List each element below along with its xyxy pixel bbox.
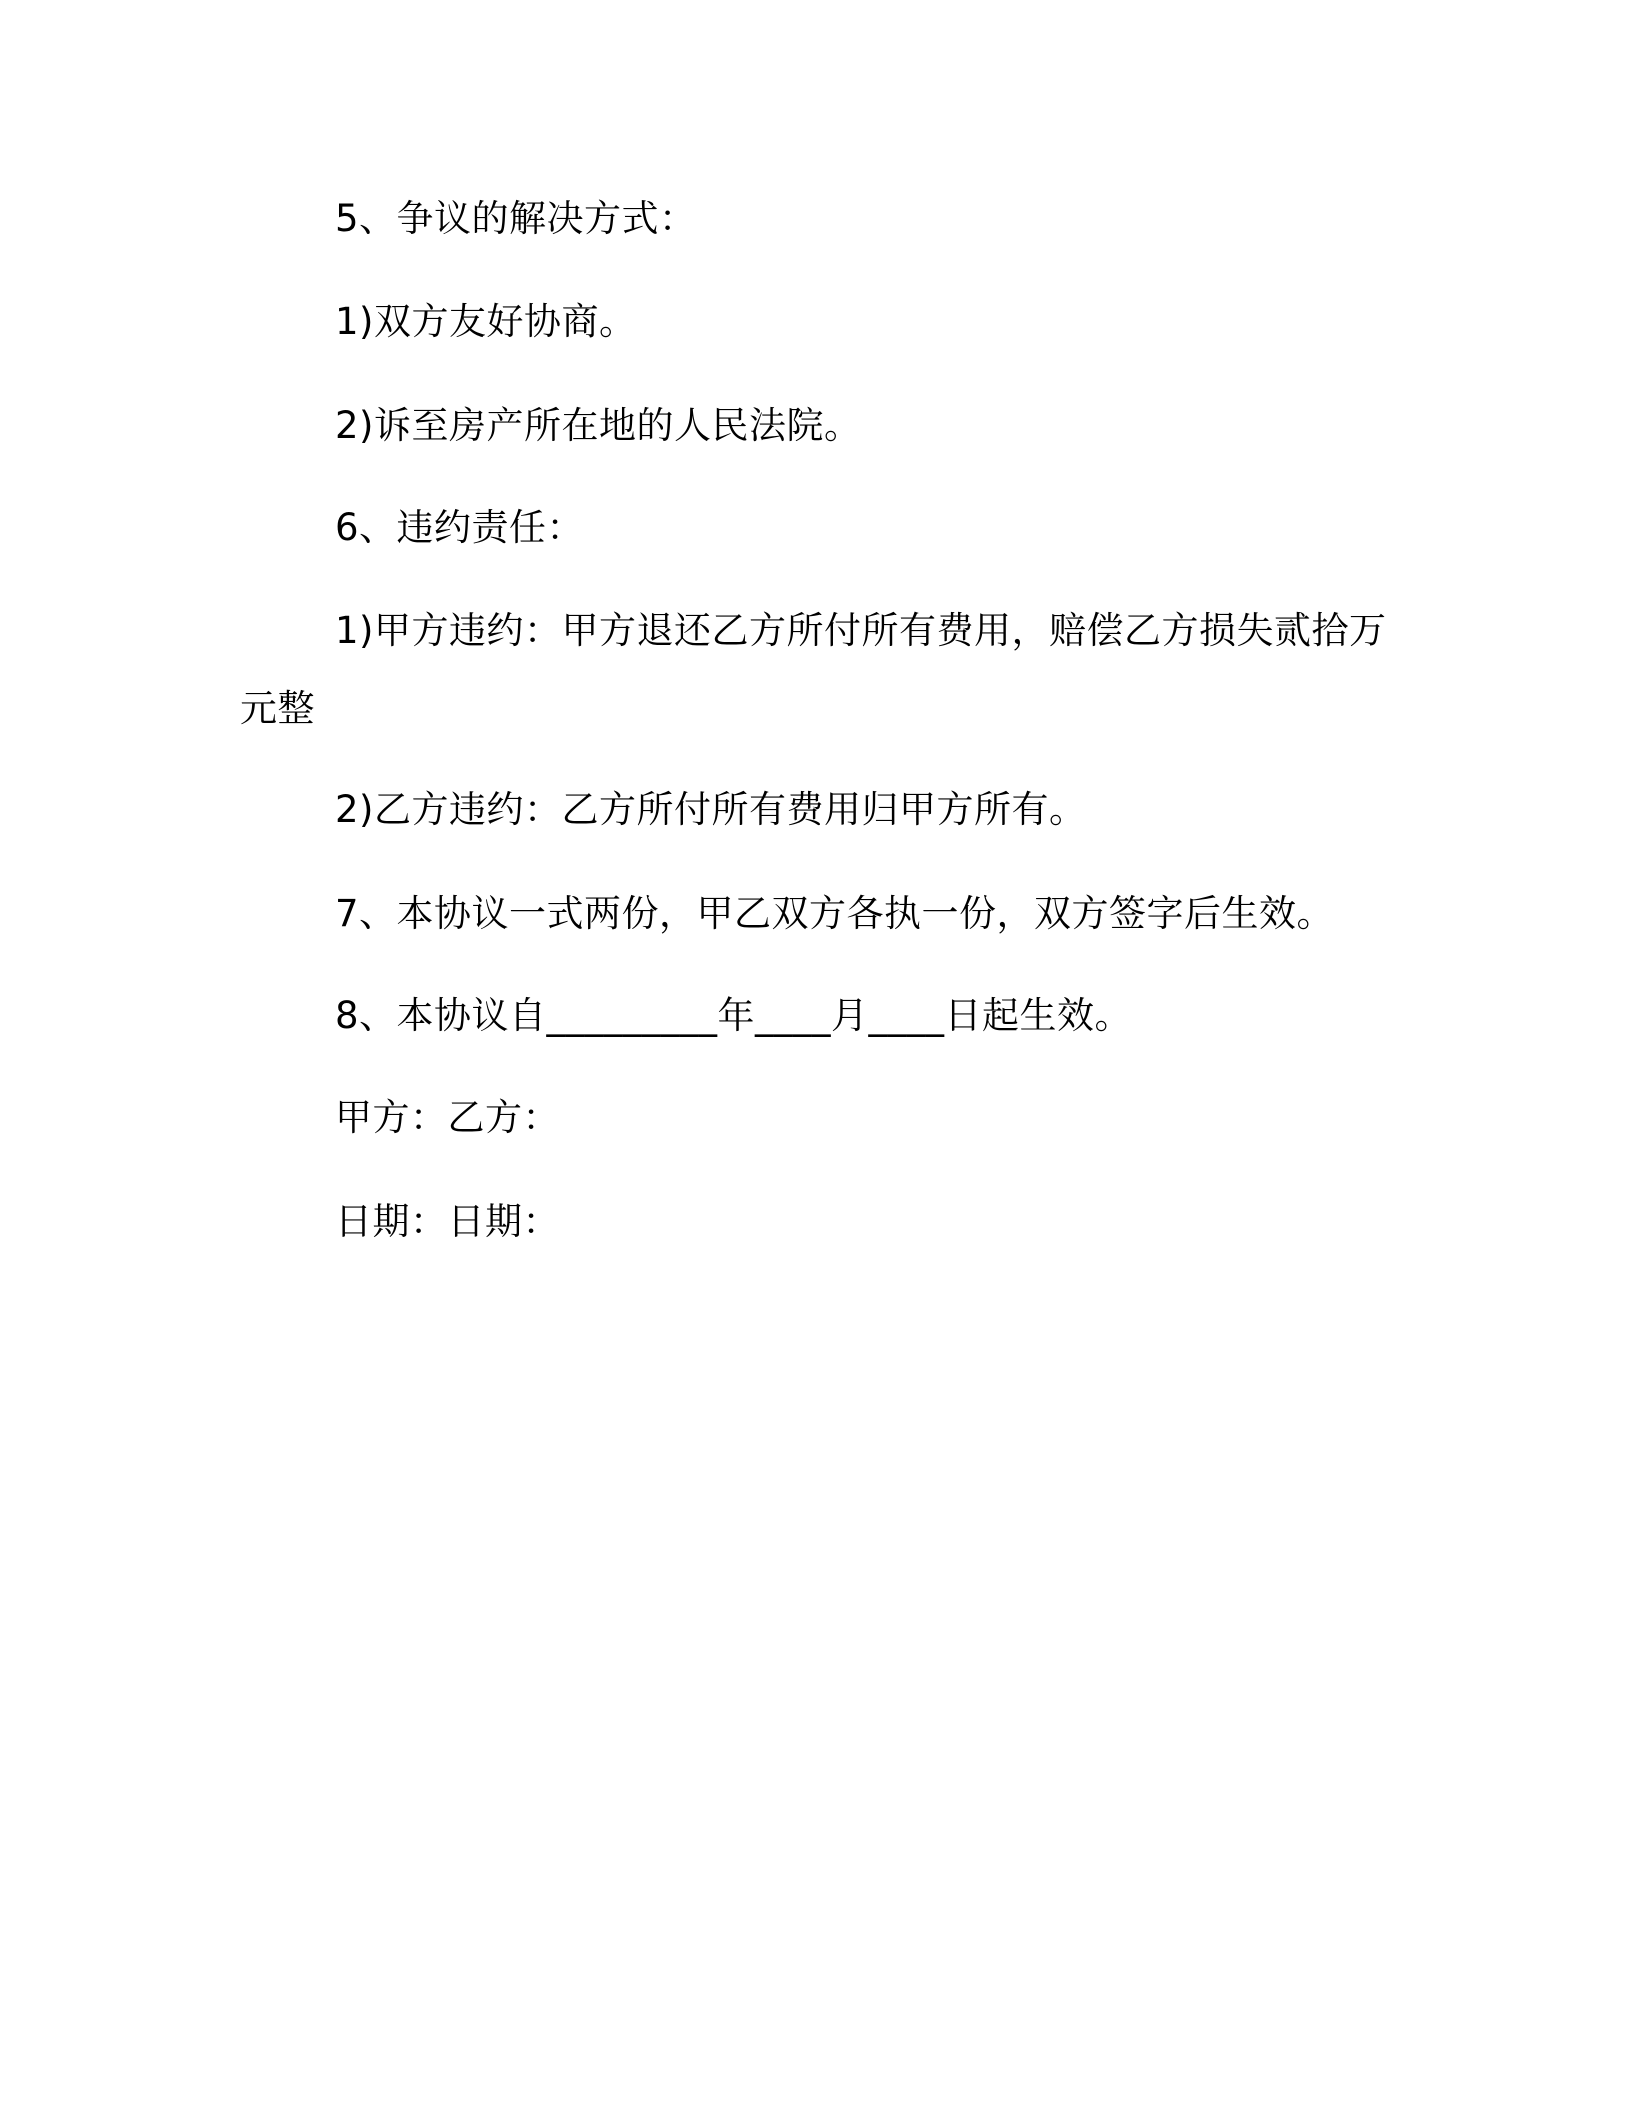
clause-8: 8、本协议自_________年____月____日起生效。 (335, 994, 1133, 1037)
clause-6-item-1: 1)甲方违约：甲方退还乙方所付所有费用，赔偿乙方损失贰拾万 (335, 609, 1387, 652)
clause-5-heading: 5、争议的解决方式： (335, 197, 697, 240)
signature-parties: 甲方：乙方： (335, 1096, 560, 1139)
clause-5-item-2: 2)诉至房产所在地的人民法院。 (335, 404, 862, 447)
clause-6-item-1-continuation: 元整 (240, 687, 315, 730)
signature-dates: 日期：日期： (335, 1200, 560, 1243)
clause-6-heading: 6、违约责任： (335, 506, 585, 549)
clause-6-item-2: 2)乙方违约：乙方所付所有费用归甲方所有。 (335, 788, 1087, 831)
clause-7: 7、本协议一式两份，甲乙双方各执一份，双方签字后生效。 (335, 892, 1335, 935)
clause-5-item-1: 1)双方友好协商。 (335, 300, 637, 343)
